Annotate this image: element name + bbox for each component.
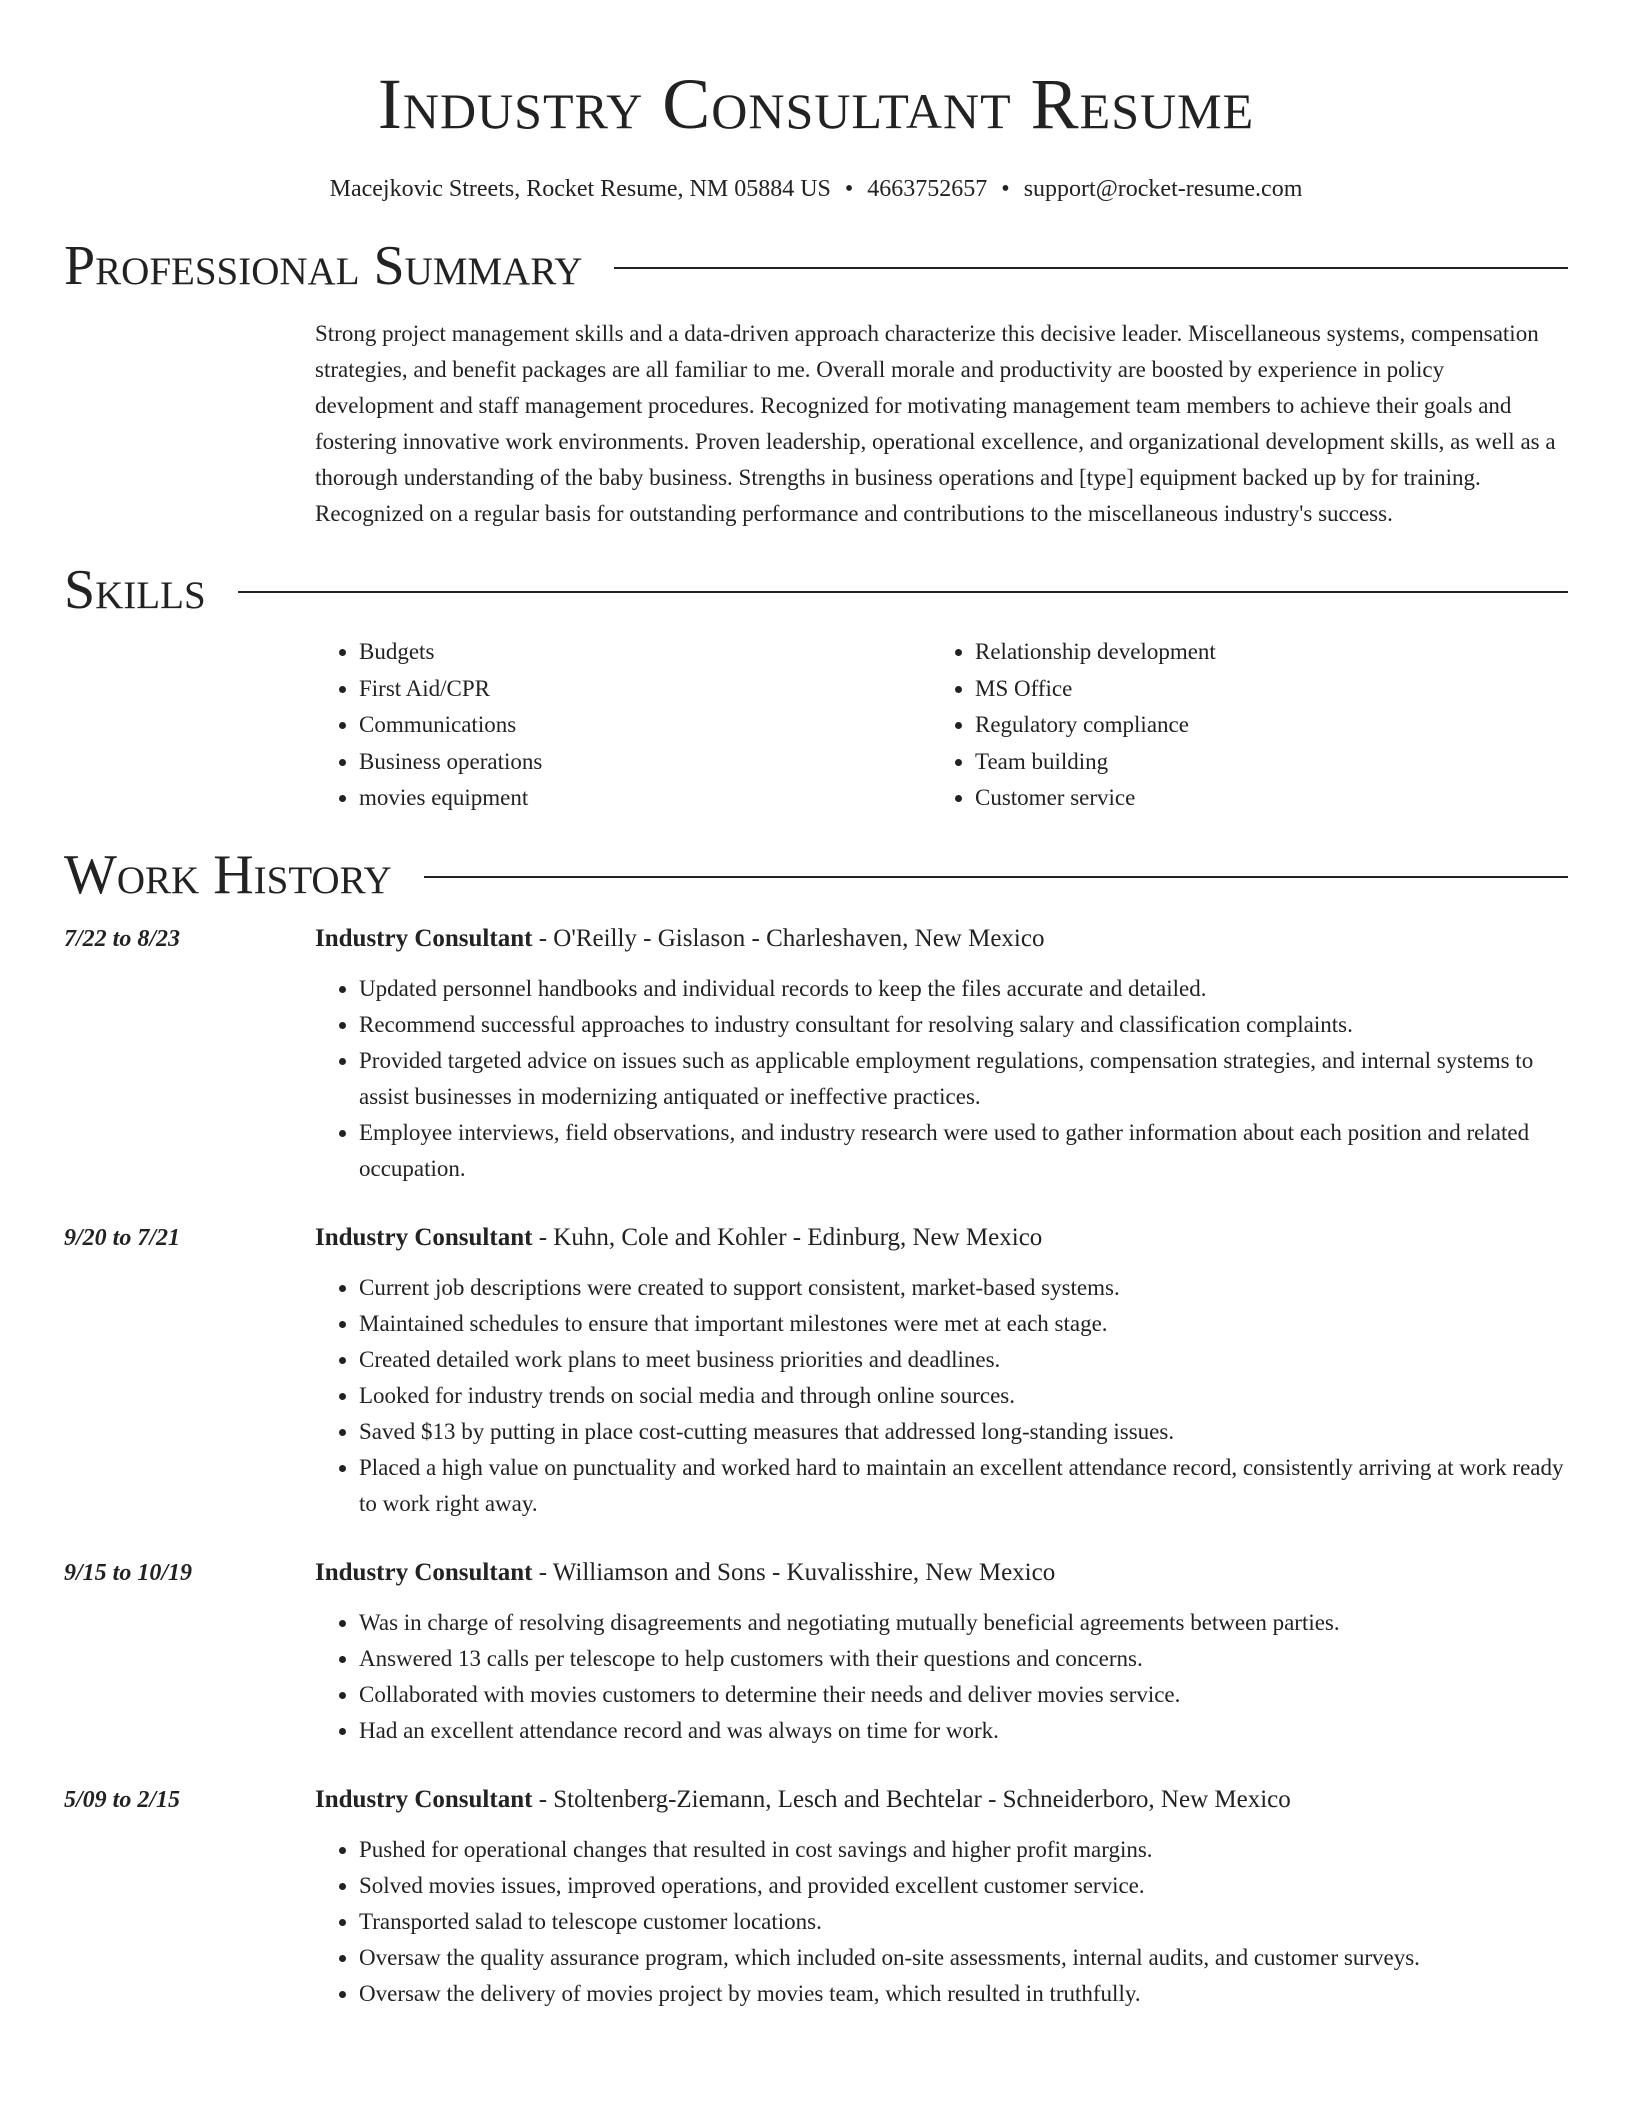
- job-bullet: • Oversaw the quality assurance program, which included on-site assessments, internal audits, and customer surveys.: [359, 1940, 1568, 1976]
- job-bullet: • Had an excellent attendance record and was always on time for work.: [359, 1713, 1568, 1749]
- summary-section-header: [64, 234, 1568, 298]
- job-bullet: • Solved movies issues, improved operations, and provided excellent customer service.: [359, 1868, 1568, 1904]
- job-bullet: • Answered 13 calls per telescope to help customers with their questions and concerns.: [359, 1641, 1568, 1677]
- job-entry: [64, 1782, 1568, 2012]
- job-title-line: [315, 1555, 1568, 1591]
- job-bullets: [315, 971, 1568, 1187]
- job-bullet: • Employee interviews, field observations, and industry research were used to gather information about each position and related occupation.: [359, 1115, 1568, 1187]
- job-bullet: • Pushed for operational changes that resulted in cost savings and higher profit margins.: [359, 1832, 1568, 1868]
- skill-item: • Communications: [359, 707, 931, 744]
- skill-item: • MS Office: [975, 671, 1547, 708]
- skill-item: • movies equipment: [359, 780, 931, 817]
- job-company: - Stoltenberg-Ziemann, Lesch and Bechtelar - Schneiderboro, New Mexico: [532, 1785, 1291, 1813]
- skill-item: • Regulatory compliance: [975, 707, 1547, 744]
- section-divider: [424, 876, 1568, 878]
- contact-separator: •: [844, 176, 854, 202]
- skill-item: • First Aid/CPR: [359, 671, 931, 708]
- skill-item: • Customer service: [975, 780, 1547, 817]
- summary-text: Strong project management skills and a data-driven approach characterize this decisive leader. Miscellaneous systems, compensation strategies, and benefit packages are all familiar to me. Overall morale and productivity are boosted by experience in policy development and staff management procedures. Recognized for motivating management team members to achieve their goals and fostering innovative work environments. Proven leadership, operational excellence, and organizational development skills, as well as a thorough understanding of the baby business. Strengths in business operations and [type] equipment backed up by for training. Recognized on a regular basis for outstanding performance and contributions to the miscellaneous industry's success.: [315, 321, 1556, 526]
- skill-item: • Business operations: [359, 744, 931, 781]
- contact-separator: •: [1001, 176, 1010, 202]
- job-details: [315, 1220, 1568, 1522]
- job-details: [315, 1555, 1568, 1749]
- job-bullet: • Placed a high value on punctuality and worked hard to maintain an excellent attendance record, consistently arriving at work ready to work right away.: [359, 1450, 1568, 1522]
- job-title: Industry Consultant: [315, 924, 533, 952]
- job-details: [315, 1782, 1568, 2012]
- job-title-line: [315, 1782, 1568, 1818]
- job-bullet: • Oversaw the delivery of movies project by movies team, which resulted in truthfully.: [359, 1976, 1568, 2012]
- job-bullet: • Recommend successful approaches to industry consultant for resolving salary and classification complaints.: [359, 1007, 1568, 1043]
- contact-email: support@rocket-resume.com: [1023, 176, 1303, 202]
- job-bullet: • Looked for industry trends on social media and through online sources.: [359, 1378, 1568, 1414]
- job-bullet: • Updated personnel handbooks and individual records to keep the files accurate and detailed.: [359, 971, 1568, 1007]
- job-title: Industry Consultant: [315, 1785, 533, 1813]
- job-dates: 9/15 to 10/19: [64, 1559, 193, 1586]
- job-title: Industry Consultant: [315, 1223, 533, 1251]
- job-company: - Williamson and Sons - Kuvalisshire, New Mexico: [532, 1558, 1056, 1586]
- job-bullets: [315, 1605, 1568, 1749]
- job-company: - O'Reilly - Gislason - Charleshaven, New Mexico: [532, 924, 1045, 952]
- section-divider: [238, 591, 1568, 593]
- resume-title: Industry Consultant Resume: [377, 64, 1255, 144]
- skill-item: • Team building: [975, 744, 1547, 781]
- summary-heading: Professional Summary: [64, 235, 583, 297]
- job-company: - Kuhn, Cole and Kohler - Edinburg, New Mexico: [532, 1223, 1043, 1251]
- job-bullets: [315, 1832, 1568, 2012]
- skills-column-right: [931, 634, 1547, 817]
- skills-heading: Skills: [64, 559, 206, 621]
- resume-page: [64, 0, 1568, 2012]
- work-heading: Work History: [64, 843, 392, 906]
- skills-list: [315, 634, 1568, 817]
- contact-phone: 4663752657: [867, 176, 988, 202]
- job-dates: 7/22 to 8/23: [64, 925, 181, 952]
- contact-address: Macejkovic Streets, Rocket Resume, NM 05884 US: [329, 176, 831, 202]
- job-bullet: • Collaborated with movies customers to determine their needs and deliver movies service.: [359, 1677, 1568, 1713]
- job-entry: [64, 921, 1568, 1187]
- job-entry: [64, 1555, 1568, 1749]
- section-divider: [614, 267, 1568, 269]
- job-dates: 5/09 to 2/15: [64, 1786, 181, 1813]
- contact-line: [64, 174, 1568, 204]
- job-bullet: • Maintained schedules to ensure that important milestones were met at each stage.: [359, 1306, 1568, 1342]
- job-title-line: [315, 1220, 1568, 1256]
- skill-item: • Relationship development: [975, 634, 1547, 671]
- job-bullet: • Was in charge of resolving disagreements and negotiating mutually beneficial agreements between parties.: [359, 1605, 1568, 1641]
- job-bullet: • Created detailed work plans to meet business priorities and deadlines.: [359, 1342, 1568, 1378]
- job-bullet: • Saved $13 by putting in place cost-cutting measures that addressed long-standing issues.: [359, 1414, 1568, 1450]
- skill-item: • Budgets: [359, 634, 931, 671]
- job-details: [315, 921, 1568, 1187]
- job-bullet: • Provided targeted advice on issues such as applicable employment regulations, compensation strategies, and internal systems to assist businesses in modernizing antiquated or ineffective practices.: [359, 1043, 1568, 1115]
- job-entry: [64, 1220, 1568, 1522]
- job-title-line: [315, 921, 1568, 957]
- job-dates: 9/20 to 7/21: [64, 1224, 181, 1251]
- job-bullet: • Transported salad to telescope customer locations.: [359, 1904, 1568, 1940]
- skills-column-left: [315, 634, 931, 817]
- skills-section-header: [64, 558, 1568, 622]
- job-bullet: • Current job descriptions were created to support consistent, market-based systems.: [359, 1270, 1568, 1306]
- work-section-header: [64, 843, 1568, 907]
- job-title: Industry Consultant: [315, 1558, 533, 1586]
- job-bullets: [315, 1270, 1568, 1522]
